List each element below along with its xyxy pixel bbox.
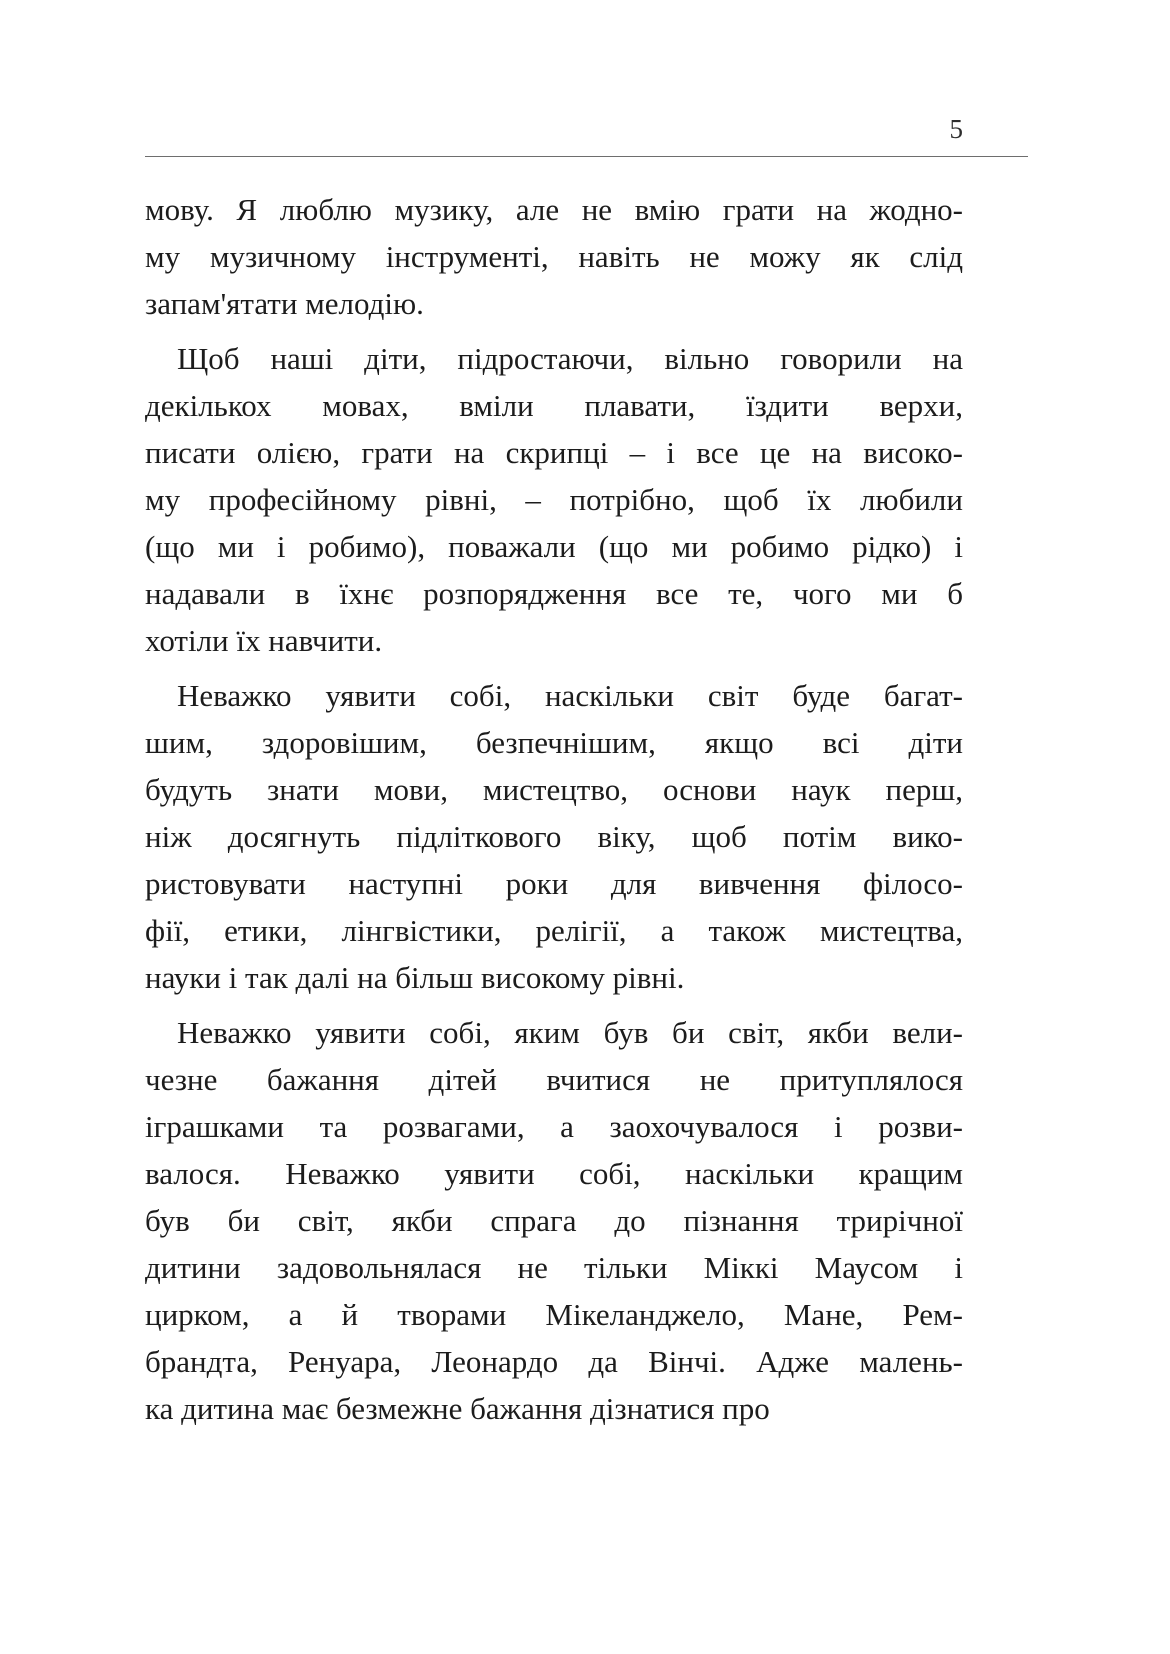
paragraph-3	[145, 672, 963, 1001]
text-line: ніж досягнуть підліткового віку, щоб потім вико-	[145, 819, 963, 854]
text-line: писати олією, грати на скрипці – і все це на високо-	[145, 435, 963, 470]
text-line: цирком, а й творами Мікеланджело, Мане, Рем-	[145, 1297, 963, 1332]
text-line: валося. Неважко уявити собі, наскільки кращим	[145, 1156, 963, 1191]
header-rule	[145, 156, 1028, 157]
text-line: (що ми і робимо), поважали (що ми робимо рідко) і	[145, 529, 963, 564]
text-line: му музичному інструменті, навіть не можу як слід	[145, 239, 963, 274]
text-line: будуть знати мови, мистецтво, основи наук перш,	[145, 772, 963, 807]
paragraph-2	[145, 335, 963, 664]
paragraph-1	[145, 186, 963, 327]
text-line: запам'ятати мелодію.	[145, 286, 424, 321]
text-line: ристовувати наступні роки для вивчення філосо-	[145, 866, 963, 901]
text-line: му професійному рівні, – потрібно, щоб їх любили	[145, 482, 963, 517]
text-line: був би світ, якби спрага до пізнання трирічної	[145, 1203, 963, 1238]
text-line: брандта, Ренуара, Леонардо да Вінчі. Адже малень-	[145, 1344, 963, 1379]
text-line: декількох мовах, вміли плавати, їздити верхи,	[145, 388, 963, 423]
text-line: хотіли їх навчити.	[145, 623, 383, 658]
text-line: науки і так далі на більш високому рівні.	[145, 960, 685, 995]
text-line: іграшками та розвагами, а заохочувалося і розви-	[145, 1109, 963, 1144]
text-line: Щоб наші діти, підростаючи, вільно говорили на	[177, 341, 963, 376]
text-line: мову. Я люблю музику, але не вмію грати на жодно-	[145, 192, 963, 227]
text-line: ка дитина має безмежне бажання дізнатися про	[145, 1391, 770, 1426]
text-line: шим, здоровішим, безпечнішим, якщо всі діти	[145, 725, 963, 760]
text-line: надавали в їхнє розпорядження все те, чого ми б	[145, 576, 963, 611]
page-number: 5	[949, 114, 963, 144]
paragraph-4	[145, 1009, 963, 1432]
text-line: Неважко уявити собі, яким був би світ, якби вели-	[177, 1015, 963, 1050]
text-line: дитини задовольнялася не тільки Міккі Маусом і	[145, 1250, 963, 1285]
text-line: Неважко уявити собі, наскільки світ буде багат-	[177, 678, 963, 713]
text-line: фії, етики, лінгвістики, релігії, а також мистецтва,	[145, 913, 963, 948]
text-block	[145, 186, 963, 1432]
text-line: чезне бажання дітей вчитися не притуплялося	[145, 1062, 963, 1097]
